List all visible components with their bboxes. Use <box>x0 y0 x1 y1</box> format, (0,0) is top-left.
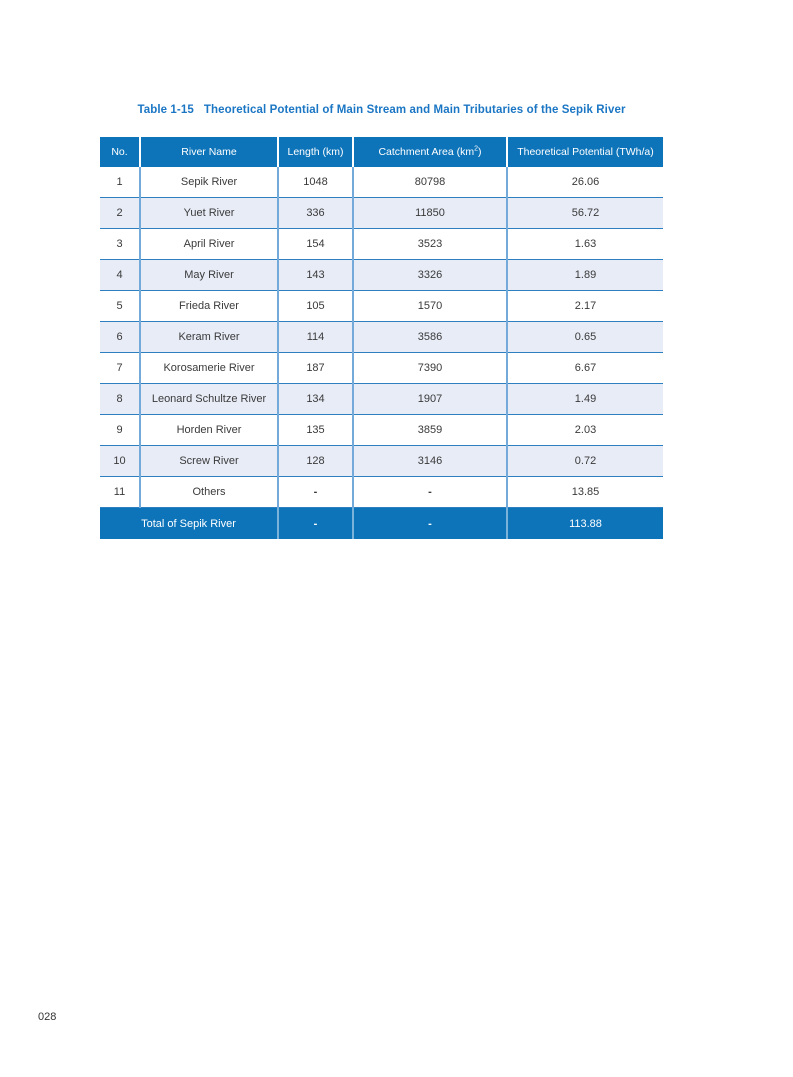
cell-river: Keram River <box>140 322 278 353</box>
header-no: No. <box>100 137 140 167</box>
table-row <box>100 260 663 291</box>
cell-river: Screw River <box>140 446 278 477</box>
cell-river: Sepik River <box>140 167 278 198</box>
cell-catchment: 11850 <box>353 198 507 229</box>
rivers-table <box>100 137 663 539</box>
cell-length: 187 <box>278 353 353 384</box>
cell-catchment: 3859 <box>353 415 507 446</box>
cell-catchment: 1570 <box>353 291 507 322</box>
cell-catchment: 3146 <box>353 446 507 477</box>
total-row <box>100 508 663 540</box>
cell-potential: 6.67 <box>507 353 663 384</box>
cell-catchment: 7390 <box>353 353 507 384</box>
cell-no: 7 <box>100 353 140 384</box>
cell-no: 8 <box>100 384 140 415</box>
cell-no: 2 <box>100 198 140 229</box>
cell-potential: 2.03 <box>507 415 663 446</box>
cell-potential: 56.72 <box>507 198 663 229</box>
cell-no: 11 <box>100 477 140 508</box>
cell-length: 105 <box>278 291 353 322</box>
table-body <box>100 167 663 508</box>
header-length: Length (km) <box>278 137 353 167</box>
cell-river: Yuet River <box>140 198 278 229</box>
cell-length: 135 <box>278 415 353 446</box>
header-river-name: River Name <box>140 137 278 167</box>
cell-length: - <box>278 477 353 508</box>
cell-catchment: 3326 <box>353 260 507 291</box>
cell-river: Horden River <box>140 415 278 446</box>
cell-length: 154 <box>278 229 353 260</box>
cell-length: 143 <box>278 260 353 291</box>
cell-length: 128 <box>278 446 353 477</box>
cell-no: 9 <box>100 415 140 446</box>
cell-no: 4 <box>100 260 140 291</box>
page-number: 028 <box>38 1011 57 1023</box>
table-row <box>100 477 663 508</box>
table-number-label: Table 1-15 <box>137 104 194 116</box>
header-theoretical-potential: Theoretical Potential (TWh/a) <box>507 137 663 167</box>
table-caption-text: Theoretical Potential of Main Stream and Main Tributaries of the Sepik River <box>203 104 626 116</box>
cell-potential: 0.72 <box>507 446 663 477</box>
cell-no: 10 <box>100 446 140 477</box>
cell-length: 336 <box>278 198 353 229</box>
cell-catchment: 3523 <box>353 229 507 260</box>
total-catchment: - <box>353 508 507 540</box>
header-row <box>100 137 663 167</box>
cell-river: Others <box>140 477 278 508</box>
cell-no: 6 <box>100 322 140 353</box>
table-row <box>100 446 663 477</box>
cell-catchment: - <box>353 477 507 508</box>
cell-length: 114 <box>278 322 353 353</box>
header-catchment-area: Catchment Area $(km^2)$ <box>353 137 507 167</box>
cell-length: 1048 <box>278 167 353 198</box>
table-footer <box>100 508 663 540</box>
cell-potential: 0.65 <box>507 322 663 353</box>
cell-no: 5 <box>100 291 140 322</box>
cell-river: Korosamerie River <box>140 353 278 384</box>
cell-potential: 13.85 <box>507 477 663 508</box>
table-header <box>100 137 663 167</box>
cell-river: Frieda River <box>140 291 278 322</box>
table-title <box>100 104 663 116</box>
table-row <box>100 415 663 446</box>
total-label: Total of Sepik River <box>100 508 278 540</box>
cell-no: 3 <box>100 229 140 260</box>
total-length: - <box>278 508 353 540</box>
cell-catchment: 80798 <box>353 167 507 198</box>
cell-no: 1 <box>100 167 140 198</box>
table-row <box>100 384 663 415</box>
cell-potential: 2.17 <box>507 291 663 322</box>
table-row <box>100 198 663 229</box>
cell-river: Leonard Schultze River <box>140 384 278 415</box>
cell-catchment: 1907 <box>353 384 507 415</box>
table-row <box>100 167 663 198</box>
table-row <box>100 291 663 322</box>
cell-potential: 1.49 <box>507 384 663 415</box>
cell-river: April River <box>140 229 278 260</box>
cell-potential: 26.06 <box>507 167 663 198</box>
table-row <box>100 353 663 384</box>
table-row <box>100 229 663 260</box>
cell-catchment: 3586 <box>353 322 507 353</box>
cell-potential: 1.89 <box>507 260 663 291</box>
total-potential: 113.88 <box>507 508 663 540</box>
cell-length: 134 <box>278 384 353 415</box>
cell-potential: 1.63 <box>507 229 663 260</box>
table-row <box>100 322 663 353</box>
cell-river: May River <box>140 260 278 291</box>
